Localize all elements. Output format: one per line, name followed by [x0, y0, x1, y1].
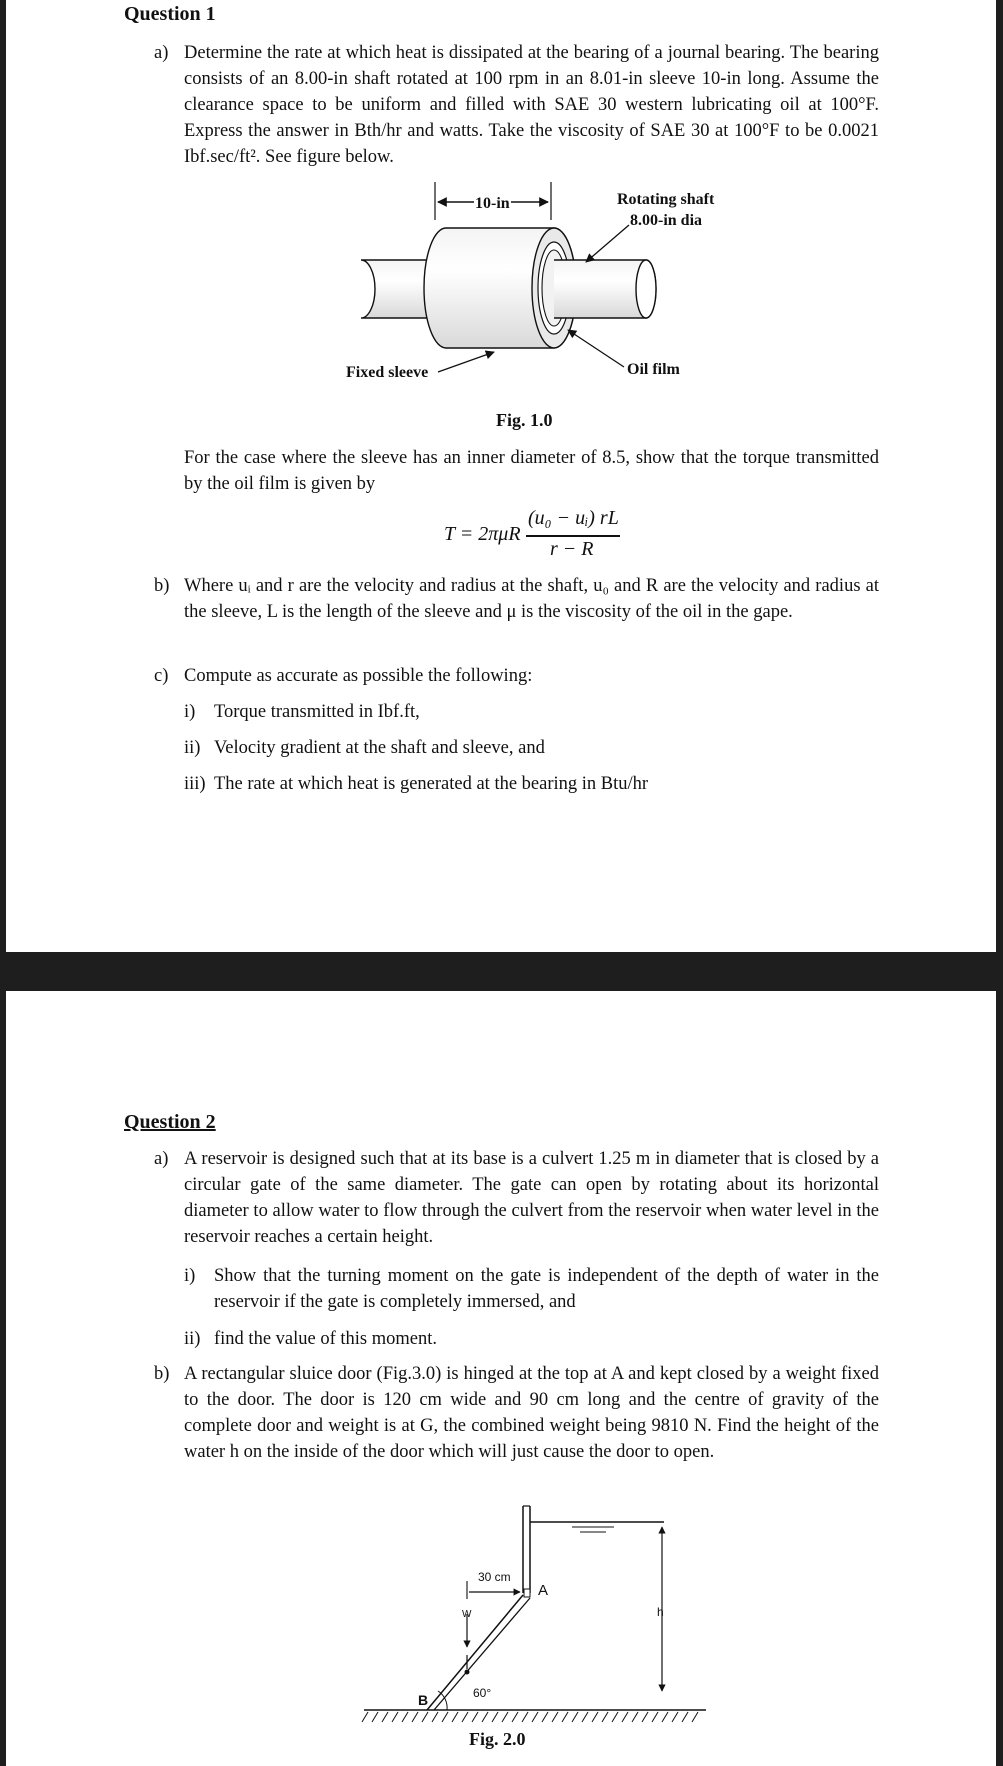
sub-item-label: i)	[184, 702, 196, 722]
item-label: a)	[154, 43, 169, 63]
sub-item-label: i)	[184, 1266, 196, 1286]
sub-item-text: Velocity gradient at the shaft and sleeve, and	[214, 738, 545, 758]
item-label: b)	[154, 1364, 170, 1384]
sub-item-label: ii)	[184, 738, 201, 758]
question-1b	[154, 573, 879, 653]
shaft-label-line-2: 8.00-in dia	[630, 212, 703, 229]
sub-item-text: find the value of this moment.	[214, 1329, 437, 1349]
question-1c-ii	[184, 735, 879, 763]
question-1c	[154, 663, 879, 691]
figure-1-caption: Fig. 1.0	[496, 410, 553, 430]
question-1c-i	[184, 699, 879, 727]
sub-item-text: Show that the turning moment on the gate is independent of the depth of water in the reservoir if the gate is completely immersed, and	[214, 1266, 879, 1312]
page-separator	[0, 952, 1003, 991]
figure-2-caption: Fig. 2.0	[469, 1729, 526, 1749]
question-1b-text: Where uᵢ and r are the velocity and radius at the shaft, u₀ and R are the velocity and radius at the sleeve, L is the length of the sleeve and μ is the viscosity of the oil in the gape.	[184, 576, 879, 622]
viewer-frame-right	[996, 0, 1003, 1766]
question-2a-text: A reservoir is designed such that at its base is a culvert 1.25 m in diameter that is closed by a circular gate of the same diameter. The gate can open by rotating about its horizontal diameter to allow water to flow through the culvert from the reservoir when water level in the reservoir reaches a certain height.	[184, 1149, 879, 1247]
question-2-title: Question 2	[124, 1111, 216, 1133]
torque-intro-text: For the case where the sleeve has an inner diameter of 8.5, show that the torque transmitted by the oil film is given by	[184, 448, 879, 494]
sub-item-text: The rate at which heat is generated at the bearing in Btu/hr	[214, 774, 649, 794]
weight-label: W	[462, 1609, 472, 1620]
height-label: h	[657, 1605, 664, 1619]
ground-hatching	[362, 1712, 698, 1722]
horizontal-dimension-label: 30 cm	[478, 1570, 511, 1584]
hinge-a	[524, 1589, 530, 1597]
question-1c-iii	[184, 771, 879, 799]
equation-numerator: (u₀ − uᵢ) rL	[528, 507, 619, 529]
oil-film-label: Oil film	[627, 361, 680, 378]
page-1[interactable]	[6, 0, 996, 952]
item-label: a)	[154, 1149, 169, 1169]
base-b-label: B	[418, 1692, 429, 1708]
length-dimension-label: 10-in	[475, 195, 510, 212]
item-label: c)	[154, 666, 169, 686]
sleeve-label: Fixed sleeve	[346, 364, 429, 381]
sluice-door-drawing	[6, 991, 996, 1766]
sub-item-label: iii)	[184, 774, 206, 794]
oil-film-leader	[568, 330, 624, 367]
equation-denominator: r − R	[550, 538, 594, 560]
page-2[interactable]	[6, 991, 996, 1766]
question-1a-text: Determine the rate at which heat is dissipated at the bearing of a journal bearing. The bearing consists of an 8.00-in shaft rotated at 100 rpm in an 8.01-in sleeve 10-in long. Assume the clearance space to be uniform and filled with SAE 30 western lubricating oil at 100°F. Express the answer in Bth/hr and watts. Take the viscosity of SAE 30 at 100°F to be 0.0021 Ibf.sec/ft². See figure below.	[184, 43, 879, 167]
question-1c-text: Compute as accurate as possible the following:	[184, 666, 533, 686]
figure-1-journal-bearing	[6, 0, 996, 420]
angle-label: 60°	[473, 1686, 492, 1700]
sub-item-label: ii)	[184, 1329, 201, 1349]
shaft-leader	[586, 225, 629, 262]
equation-lhs: T = 2πμR	[444, 523, 521, 545]
question-1-title: Question 1	[124, 3, 216, 25]
figure-2-sluice-door	[6, 991, 996, 1766]
fraction-bar	[526, 535, 620, 537]
sleeve-leader	[438, 352, 494, 372]
shaft-label-line-1: Rotating shaft	[617, 191, 715, 208]
sub-item-text: Torque transmitted in Ibf.ft,	[214, 702, 420, 722]
torque-equation	[444, 507, 634, 567]
hinge-a-label: A	[538, 1582, 549, 1599]
question-2b-text: A rectangular sluice door (Fig.3.0) is hinged at the top at A and kept closed by a weight fixed to the door. The door is 120 cm wide and 90 cm long and the centre of gravity of the complete door and weight is at G, the combined weight being 9810 N. Find the height of the water h on the inside of the door which will just cause the door to open.	[184, 1364, 879, 1462]
centre-of-gravity	[465, 1670, 470, 1675]
item-label: b)	[154, 576, 170, 596]
